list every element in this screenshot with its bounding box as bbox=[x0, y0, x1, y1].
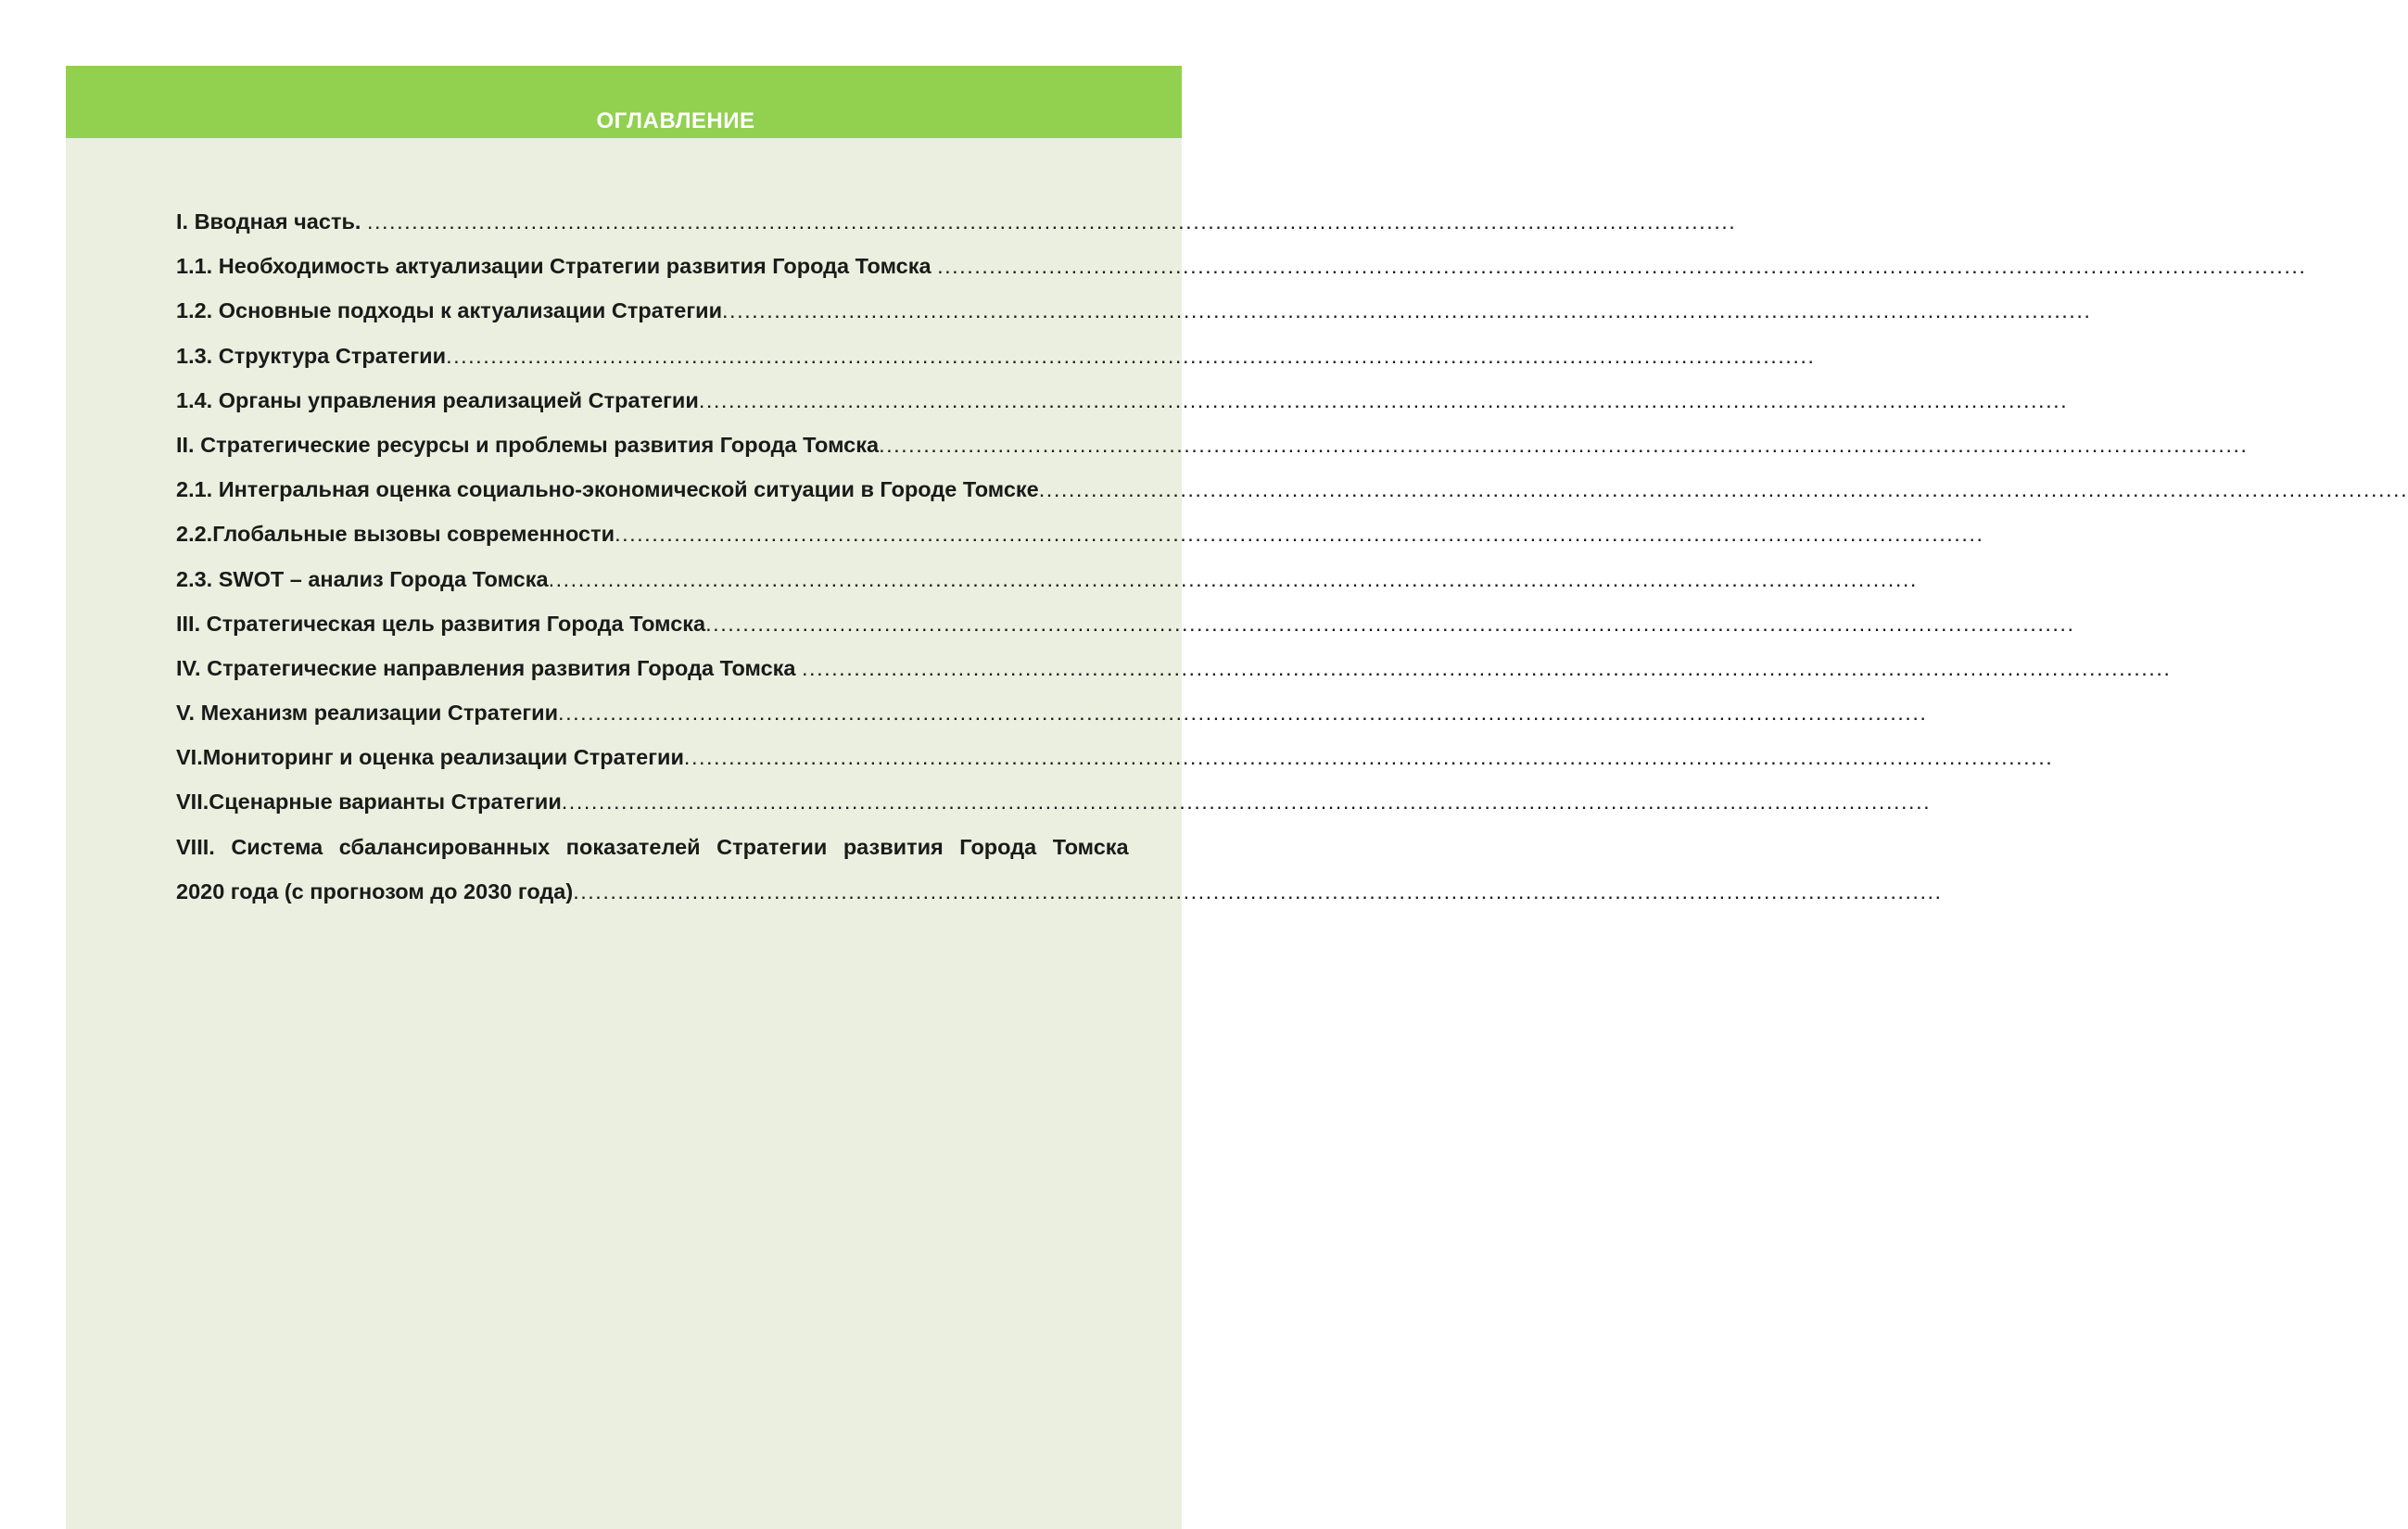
toc-entry[interactable] bbox=[176, 735, 2054, 779]
toc-entry[interactable] bbox=[176, 244, 2307, 288]
toc-leader-dots: ........................................................................................................................................................................................ bbox=[937, 254, 2307, 279]
page-title: ОГЛАВЛЕНИЕ bbox=[596, 108, 755, 133]
toc-entry[interactable] bbox=[176, 779, 1932, 824]
document-page bbox=[66, 66, 2408, 1529]
toc-leader-dots: ........................................................................................................................................................................................ bbox=[879, 432, 2249, 457]
toc-leader-dots: ........................................................................................................................................................................................ bbox=[561, 790, 1932, 815]
toc-leader-dots: ........................................................................................................................................................................................ bbox=[722, 298, 2092, 323]
toc-entry-label: 2.1. Интегральная оценка социально-экономической ситуации в Городе Томске bbox=[176, 477, 1039, 502]
toc-leader-dots: ........................................................................................................................................................................................ bbox=[573, 878, 1943, 904]
toc-entry-label: I. Вводная часть. bbox=[176, 209, 367, 234]
toc-entry[interactable] bbox=[176, 288, 2092, 333]
toc-entry-label: V. Механизм реализации Стратегии bbox=[176, 701, 559, 726]
toc-leader-dots: ........................................................................................................................................................................................ bbox=[366, 209, 1737, 234]
toc-leader-dots: ........................................................................................................................................................................................ bbox=[698, 387, 2069, 412]
toc-leader-dots: ........................................................................................................................................................................................ bbox=[548, 566, 1918, 591]
toc-entry-label: 1.4. Органы управления реализацией Стратегии bbox=[176, 387, 699, 412]
toc-entry[interactable] bbox=[176, 512, 1984, 556]
toc-entry-label: 1.2. Основные подходы к актуализации Стратегии bbox=[176, 298, 723, 323]
toc-leader-dots: ........................................................................................................................................................................................ bbox=[615, 522, 1984, 547]
toc-entry[interactable] bbox=[176, 557, 1918, 601]
toc-leader-dots: ........................................................................................................................................................................................ bbox=[802, 655, 2172, 680]
toc-entry[interactable] bbox=[176, 199, 1737, 244]
toc-entry-label: 2.3. SWOT – анализ Города Томска bbox=[176, 566, 549, 591]
toc-entry-label: VIII. Система сбалансированных показателей Стратегии развития Города Томска bbox=[176, 834, 1129, 859]
toc-entry-label: 1.1. Необходимость актуализации Стратегии развития Города Томска bbox=[176, 254, 938, 279]
toc-entry[interactable] bbox=[176, 467, 2408, 512]
header-band bbox=[66, 66, 1182, 138]
table-of-contents bbox=[176, 199, 2408, 914]
toc-entry-label: III. Стратегическая цель развития Города Томска bbox=[176, 611, 706, 636]
toc-entry-label: VI.Мониторинг и оценка реализации Стратегии bbox=[176, 745, 684, 770]
toc-entry[interactable] bbox=[176, 334, 1816, 378]
toc-leader-dots: ........................................................................................................................................................................................ bbox=[558, 701, 1928, 726]
toc-leader-dots: ........................................................................................................................................................................................ bbox=[1038, 477, 2408, 502]
toc-entry-label: IV. Стратегические направления развития Города Томска bbox=[176, 655, 803, 680]
toc-entry-label: 2.2.Глобальные вызовы современности bbox=[176, 522, 615, 547]
toc-entry[interactable] bbox=[176, 825, 1182, 869]
toc-leader-dots: ........................................................................................................................................................................................ bbox=[705, 611, 2075, 636]
toc-leader-dots: ........................................................................................................................................................................................ bbox=[446, 343, 1816, 368]
toc-entry-label: 2020 года (с прогнозом до 2030 года) bbox=[176, 878, 574, 904]
toc-entry-label: VII.Сценарные варианты Стратегии bbox=[176, 790, 562, 815]
toc-entry[interactable] bbox=[176, 646, 2172, 690]
toc-entry-label: II. Стратегические ресурсы и проблемы развития Города Томска bbox=[176, 432, 880, 457]
toc-entry[interactable] bbox=[176, 601, 2075, 646]
toc-entry-label: 1.3. Структура Стратегии bbox=[176, 343, 447, 368]
toc-entry[interactable] bbox=[176, 378, 2069, 423]
toc-entry[interactable] bbox=[176, 690, 1928, 735]
toc-entry[interactable] bbox=[176, 869, 1943, 914]
toc-leader-dots: ........................................................................................................................................................................................ bbox=[683, 745, 2054, 770]
toc-entry[interactable] bbox=[176, 423, 2249, 467]
